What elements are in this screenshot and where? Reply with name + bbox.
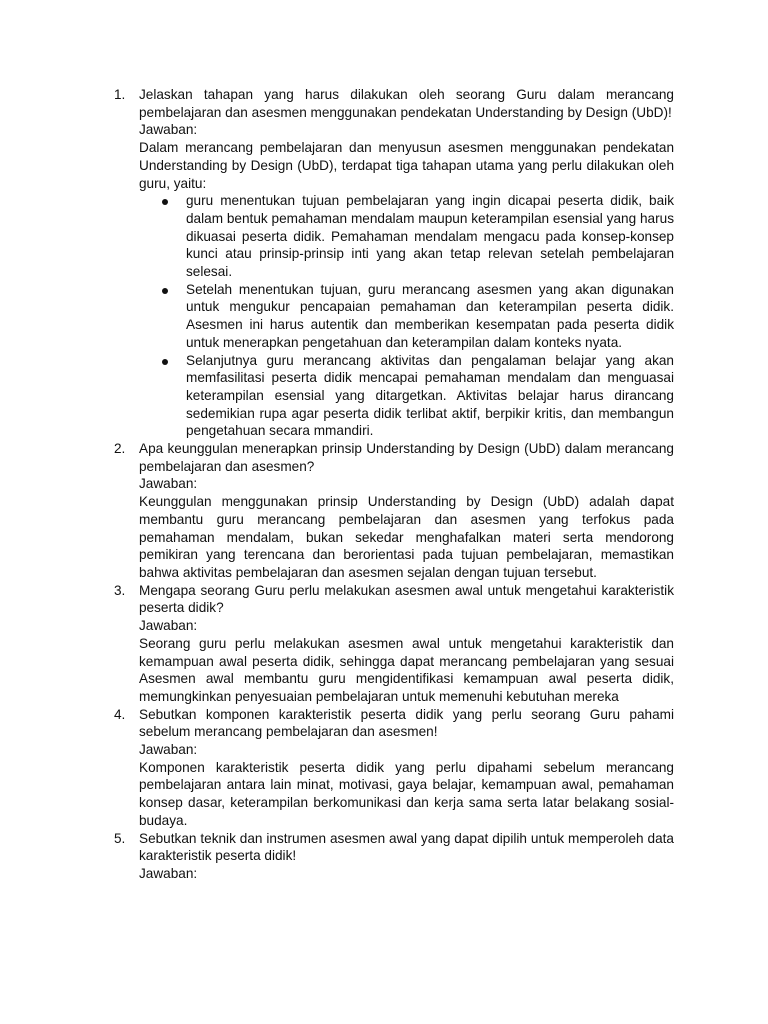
bullet-item: [139, 192, 674, 281]
question-text: Jelaskan tahapan yang harus dilakukan oleh seorang Guru dalam merancang pembelajaran dan asesmen menggunakan pendekatan Understanding by Design (UbD)!: [139, 87, 674, 120]
question-item: [0, 582, 768, 706]
bullet-dot-icon: [162, 199, 168, 205]
answer-label: Jawaban:: [139, 618, 198, 634]
question-item: [0, 86, 768, 440]
bullet-dot-icon: [162, 359, 168, 365]
answer-text: Komponen karakteristik peserta didik yang perlu dipahami sebelum merancang pembelajaran antara lain minat, motivasi, gaya belajar, kemampuan awal, pemahaman konsep dasar, keterampilan berkomunikasi dan kerja sama serta latar belakang sosial-budaya.: [139, 759, 674, 828]
bullet-item: [139, 281, 674, 352]
question-number: 4.: [114, 706, 126, 722]
document-page: [0, 86, 768, 883]
question-number: 5.: [114, 830, 126, 846]
question-item: [0, 440, 768, 582]
bullet-dot-icon: [162, 288, 168, 294]
question-text: Apa keunggulan menerapkan prinsip Understanding by Design (UbD) dalam merancang pembelajaran dan asesmen?: [139, 441, 674, 474]
question-item: [0, 706, 768, 830]
answer-text: Keunggulan menggunakan prinsip Understanding by Design (UbD) adalah dapat membantu guru merancang pembelajaran dan asesmen yang terfokus pada pemahaman mendalam, bukan sekedar menghafalkan materi serta mendorong pemikiran yang terencana dan berorientasi pada tujuan pembelajaran, memastikan bahwa aktivitas pembelajaran dan asesmen sejalan dengan tujuan tersebut.: [139, 494, 674, 580]
answer-text: Seorang guru perlu melakukan asesmen awal untuk mengetahui karakteristik dan kemampuan awal peserta didik, sehingga dapat merancang pembelajaran yang sesuai Asesmen awal membantu guru mengidentifikasi kemampuan awal peserta didik, memungkinkan penyesuaian pembelajaran untuk memenuhi kebutuhan mereka: [139, 635, 674, 704]
question-number: 2.: [114, 441, 126, 457]
bullet-text: Selanjutnya guru merancang aktivitas dan pengalaman belajar yang akan memfasilitasi peserta didik mencapai pemahaman mendalam dan menguasai keterampilan esensial yang ditargetkan. Aktivitas belajar harus dirancang sedemikian rupa agar peserta didik terlibat aktif, berpikir kritis, dan membangun pengetahuan secara mmandiri.: [186, 352, 674, 439]
answer-bullet-list: [139, 192, 674, 440]
question-text: Sebutkan komponen karakteristik peserta didik yang perlu seorang Guru pahami sebelum merancang pembelajaran dan asesmen!: [139, 706, 674, 740]
bullet-item: [139, 352, 674, 441]
answer-label: Jawaban:: [139, 742, 198, 758]
question-text: Sebutkan teknik dan instrumen asesmen awal yang dapat dipilih untuk memperoleh data karakteristik peserta didik!: [139, 830, 674, 864]
question-text: Mengapa seorang Guru perlu melakukan asesmen awal untuk mengetahui karakteristik peserta didik?: [139, 582, 674, 616]
bullet-text: Setelah menentukan tujuan, guru merancang asesmen yang akan digunakan untuk mengukur pencapaian pemahaman dan keterampilan peserta didik. Asesmen ini harus autentik dan memberikan kesempatan pada peserta didik untuk menerapkan pengetahuan dan keterampilan dalam konteks nyata.: [186, 281, 674, 350]
question-item: [0, 830, 768, 883]
question-number: 1.: [114, 87, 126, 102]
answer-label: Jawaban:: [139, 476, 198, 492]
answer-text: Dalam merancang pembelajaran dan menyusun asesmen menggunakan pendekatan Understanding by Design (UbD), terdapat tiga tahapan utama yang perlu dilakukan oleh guru, yaitu:: [139, 140, 674, 191]
answer-label: Jawaban:: [139, 122, 198, 138]
question-number: 3.: [114, 582, 126, 598]
bullet-text: guru menentukan tujuan pembelajaran yang ingin dicapai peserta didik, baik dalam bentuk pemahaman mendalam maupun keterampilan esensial yang harus dikuasai peserta didik. Pemahaman mendalam mengacu pada konsep-konsep kunci atau prinsip-prinsip inti yang akan tetap relevan setelah pembelajaran selesai.: [186, 193, 674, 280]
answer-label: Jawaban:: [139, 865, 198, 881]
